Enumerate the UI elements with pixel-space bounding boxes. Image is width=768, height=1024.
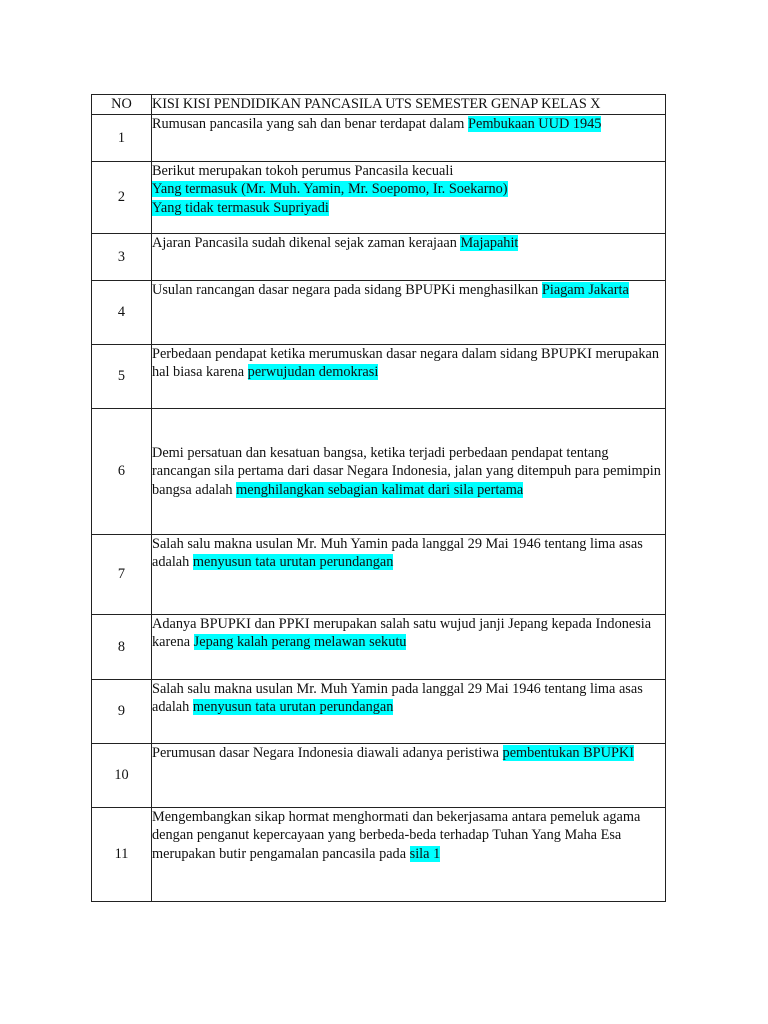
row-number: 3: [92, 234, 152, 281]
table-body: [92, 115, 666, 902]
answer-highlight: Jepang kalah perang melawan sekutu: [193, 634, 407, 651]
table-row: [92, 615, 666, 680]
question-text: Mengembangkan sikap hormat menghormati dan bekerjasama antara pemeluk agama dengan penganut kepercayaan yang berbeda-beda terhadap Tuhan Yang Maha Esa merupakan butir pengamalan pancasila pada: [152, 809, 641, 862]
question-text: Rumusan pancasila yang sah dan benar terdapat dalam: [152, 116, 469, 132]
table-row: [92, 234, 666, 281]
answer-highlight: Piagam Jakarta: [541, 282, 629, 298]
row-question: [152, 234, 666, 281]
question-text: Perbedaan pendapat ketika merumuskan dasar negara dalam sidang BPUPKI merupakan hal biasa karena: [152, 346, 659, 381]
question-text: Salah salu makna usulan Mr. Muh Yamin pada langgal 29 Mai 1946 tentang lima asas adalah: [152, 681, 643, 716]
question-text: Ajaran Pancasila sudah dikenal sejak zaman kerajaan: [152, 235, 461, 251]
question-text: Salah salu makna usulan Mr. Muh Yamin pada langgal 29 Mai 1946 tentang lima asas adalah: [152, 536, 643, 571]
answer-highlight: pembentukan BPUPKI: [502, 745, 634, 761]
table-row: [92, 115, 666, 162]
row-question: [152, 615, 666, 680]
row-question: [152, 409, 666, 535]
row-number: 11: [92, 808, 152, 902]
header-no: NO: [92, 95, 152, 115]
row-question: [152, 744, 666, 808]
table-header-row: [92, 95, 666, 115]
question-text: Usulan rancangan dasar negara pada sidang BPUPKi menghasilkan: [152, 282, 542, 298]
row-number: 10: [92, 744, 152, 808]
answer-highlight: menyusun tata urutan perundangan: [192, 699, 394, 716]
answer-highlight: menyusun tata urutan perundangan: [192, 554, 394, 571]
answer-highlight: Majapahit: [460, 235, 519, 251]
row-question: [152, 281, 666, 345]
table-row: [92, 744, 666, 808]
row-question: [152, 345, 666, 409]
row-number: 8: [92, 615, 152, 680]
row-number: 4: [92, 281, 152, 345]
answer-highlight: sila 1: [409, 845, 441, 862]
row-question: [152, 680, 666, 744]
table-row: [92, 281, 666, 345]
answer-highlight: Yang tidak termasuk Supriyadi: [152, 199, 329, 216]
row-question: [152, 115, 666, 162]
question-text: Demi persatuan dan kesatuan bangsa, ketika terjadi perbedaan pendapat tentang rancangan sila pertama dari dasar Negara Indonesia, jalan yang ditempuh para pemimpin bangsa adalah: [152, 444, 661, 498]
row-number: 1: [92, 115, 152, 162]
answer-highlight: Yang termasuk (Mr. Muh. Yamin, Mr. Soepomo, Ir. Soekarno): [152, 181, 508, 198]
answer-highlight: perwujudan demokrasi: [247, 364, 379, 381]
answer-highlight: Pembukaan UUD 1945: [468, 116, 602, 132]
table-row: [92, 409, 666, 535]
table-row: [92, 345, 666, 409]
row-number: 2: [92, 162, 152, 234]
row-number: 6: [92, 409, 152, 535]
row-number: 7: [92, 535, 152, 615]
row-question: [152, 535, 666, 615]
header-title: KISI KISI PENDIDIKAN PANCASILA UTS SEMESTER GENAP KELAS X: [152, 95, 666, 115]
table-row: [92, 535, 666, 615]
row-question: [152, 808, 666, 902]
answer-highlight: menghilangkan sebagian kalimat dari sila pertama: [236, 481, 524, 498]
row-question: [152, 162, 666, 234]
row-number: 9: [92, 680, 152, 744]
question-text: Perumusan dasar Negara Indonesia diawali adanya peristiwa: [152, 745, 503, 761]
table-row: [92, 808, 666, 902]
table-row: [92, 680, 666, 744]
row-number: 5: [92, 345, 152, 409]
question-text: Berikut merupakan tokoh perumus Pancasila kecuali: [152, 163, 454, 179]
table-row: [92, 162, 666, 234]
question-text: Adanya BPUPKI dan PPKI merupakan salah satu wujud janji Jepang kepada Indonesia karena: [152, 616, 652, 651]
kisi-table: [91, 94, 666, 902]
